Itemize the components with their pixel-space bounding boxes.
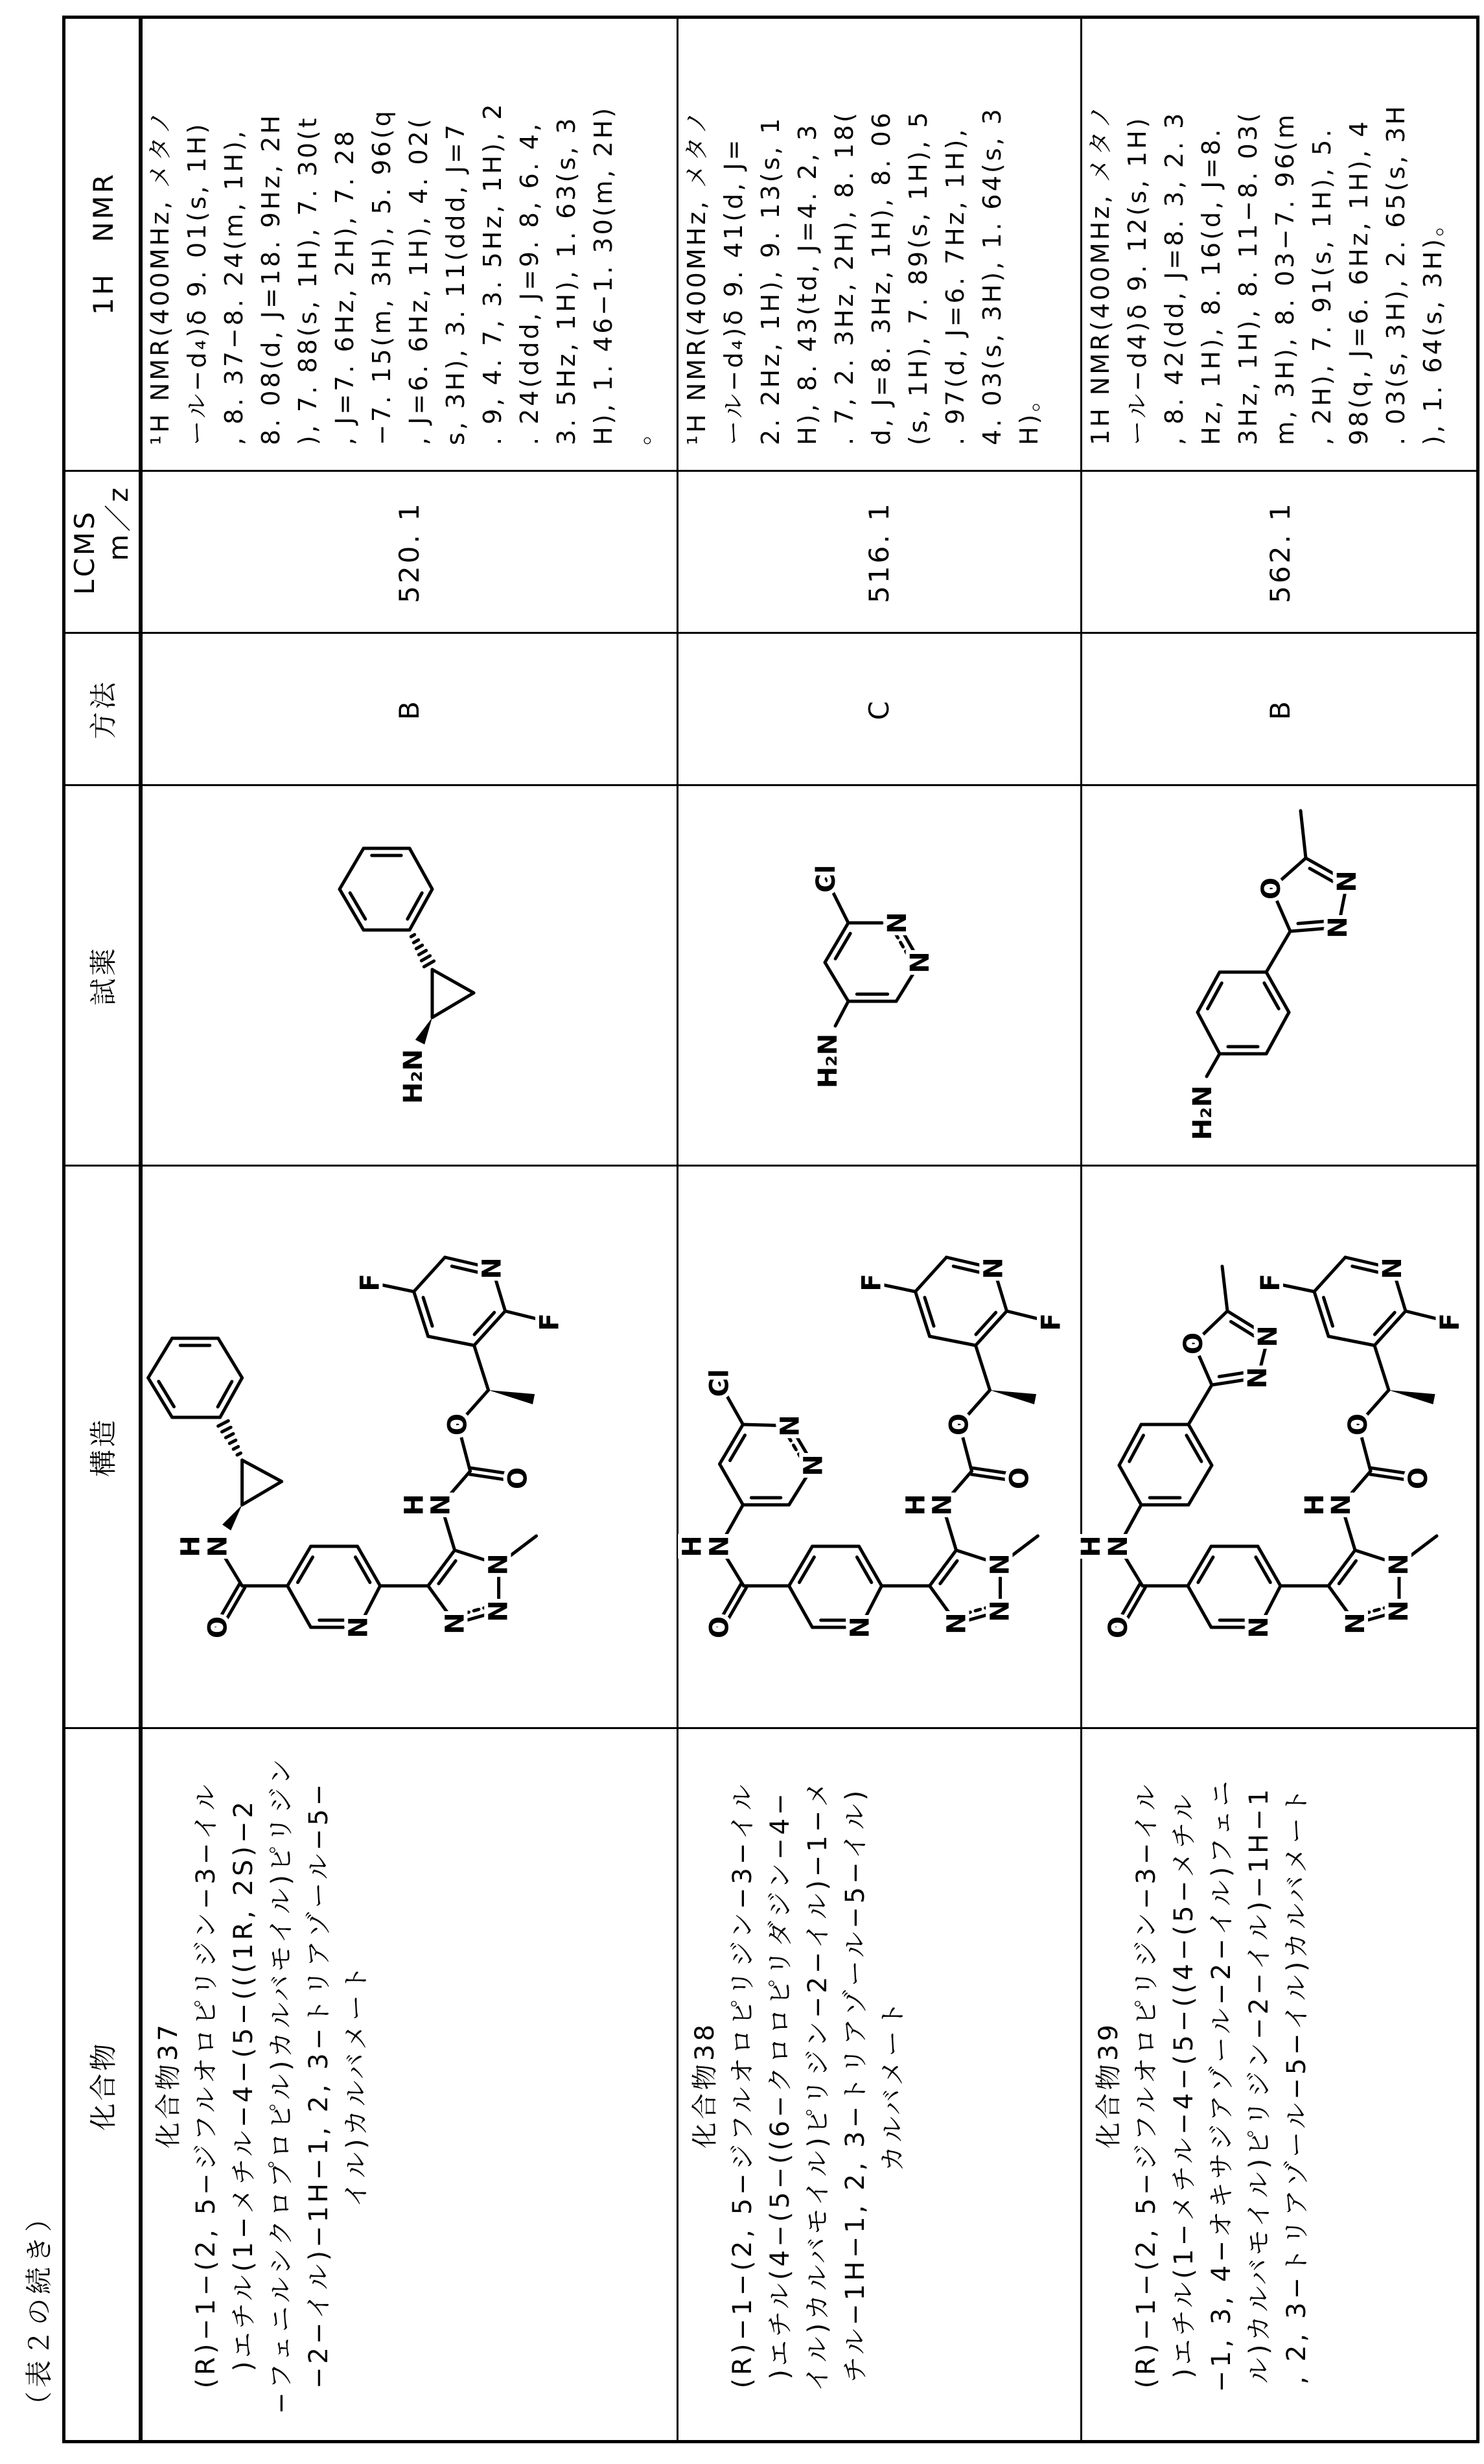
oxygen-label: O xyxy=(1343,1413,1373,1435)
compound-title: 化合物38 xyxy=(686,1732,724,2438)
nitrogen-label: N xyxy=(986,1600,1015,1621)
nmr-line: H), 1. 46−1. 30(m, 2H) xyxy=(585,17,622,445)
table-caption: （表２の続き） xyxy=(18,2201,57,2419)
compound-name-line: イル)カルバモイル)ピリジン−2−イル)−1−メ xyxy=(799,1732,837,2438)
nmr-line: . 9, 4. 7, 3. 5Hz, 1H), 2 xyxy=(474,17,511,445)
oxygen-label: O xyxy=(443,1413,473,1435)
header-compound: 化合物 xyxy=(62,1728,141,2443)
nitrogen-label: N xyxy=(905,951,935,973)
nmr-line: . 7, 2. 3Hz, 2H), 8. 18( xyxy=(826,17,863,445)
compound-name-cell xyxy=(150,1732,375,2438)
nitrogen-label: N xyxy=(1104,1535,1133,1557)
nmr-cell xyxy=(1082,17,1452,445)
oxygen-label: O xyxy=(945,1413,975,1435)
nmr-line: Hz, 1H), 8. 16(d, J=8. xyxy=(1193,17,1230,445)
hydrogen-label: H xyxy=(176,1535,206,1557)
header-nmr: 1H NMR xyxy=(62,16,141,471)
fluorine-label: F xyxy=(857,1273,887,1291)
amine-label: H₂N xyxy=(813,1034,843,1088)
nitrogen-label: N xyxy=(484,1553,514,1575)
compound-name-line: イル)カルバメート xyxy=(338,1732,375,2438)
header-reagent: 試薬 xyxy=(62,785,141,1166)
oxygen-label: O xyxy=(1179,1332,1209,1354)
nitrogen-label: N xyxy=(426,1494,456,1515)
header-lcms-label: LCMS xyxy=(68,509,102,595)
nmr-line: . 97(d, J=6. 7Hz, 1H), xyxy=(937,17,974,445)
nitrogen-label: N xyxy=(1323,916,1353,938)
fluorine-label: F xyxy=(1435,1313,1465,1331)
nmr-line: 98(q, J=6. 6Hz, 1H), 4 xyxy=(1341,17,1378,445)
method-value: C xyxy=(677,633,1081,785)
nmr-line: ), 7. 88(s, 1H), 7. 30(t xyxy=(290,17,327,445)
nitrogen-label: N xyxy=(1243,1367,1273,1388)
nmr-line: d, J=8. 3Hz, 1H), 8. 06 xyxy=(863,17,900,445)
header-method: 方法 xyxy=(62,633,141,785)
nitrogen-label: N xyxy=(1332,870,1362,892)
nitrogen-label: N xyxy=(799,1454,829,1476)
nmr-cell xyxy=(142,17,659,445)
lcms-value: 520. 1 xyxy=(141,471,677,633)
nitrogen-label: N xyxy=(883,912,912,933)
fluorine-label: F xyxy=(1256,1273,1286,1291)
nmr-line: 2. 2Hz, 1H), 9. 13(s, 1 xyxy=(752,17,789,445)
oxygen-label: O xyxy=(1257,878,1286,900)
compound-name-line: )エチル(1−メチル−4−(5−((4−(5−メチル xyxy=(1165,1732,1203,2438)
nmr-line: , J=6. 6Hz, 1H), 4. 02( xyxy=(400,17,437,445)
nmr-line: ール−d4)δ 9. 12(s, 1H) xyxy=(1119,17,1156,445)
nitrogen-label: N xyxy=(478,1257,507,1279)
nitrogen-label: N xyxy=(1244,1616,1274,1638)
nmr-line: 8. 08(d, J=18. 9Hz, 2H xyxy=(253,17,290,445)
method-value: B xyxy=(141,633,677,785)
nitrogen-label: N xyxy=(1384,1553,1414,1575)
header-lcms-unit: m／z xyxy=(102,485,135,561)
header-structure: 構造 xyxy=(62,1166,141,1728)
header-lcms xyxy=(62,471,141,633)
hydrogen-label: H xyxy=(1300,1494,1330,1515)
nmr-line: , 8. 42(dd, J=8. 3, 2. 3 xyxy=(1156,17,1193,445)
nitrogen-label: N xyxy=(776,1415,806,1436)
compound-name-line: , 2, 3−トリアゾール−5−イル)カルバメート xyxy=(1278,1732,1316,2438)
compound-name-line: チル−1H−1, 2, 3−トリアゾール−5−イル) xyxy=(837,1732,874,2438)
chlorine-label: Cl xyxy=(811,865,841,892)
compound-title: 化合物37 xyxy=(150,1732,187,2438)
nitrogen-label: N xyxy=(203,1535,233,1557)
nitrogen-label: N xyxy=(986,1553,1015,1575)
nitrogen-label: N xyxy=(484,1600,514,1621)
oxygen-label: O xyxy=(1404,1467,1433,1489)
nmr-line: ¹H NMR(400MHz, メタノ xyxy=(678,17,715,445)
column-divider xyxy=(62,1165,1479,1167)
nitrogen-label: N xyxy=(1378,1257,1408,1279)
lcms-value: 562. 1 xyxy=(1081,471,1479,633)
nmr-line: , 8. 37−8. 24(m, 1H), xyxy=(216,17,253,445)
compound-name-line: (R)−1−(2, 5−ジフルオロピリジン−3−イル xyxy=(1128,1732,1165,2438)
nmr-line: m, 3H), 8. 03−7. 96(m xyxy=(1267,17,1304,445)
compound-name-line: (R)−1−(2, 5−ジフルオロピリジン−3−イル xyxy=(724,1732,761,2438)
hydrogen-label: H xyxy=(400,1494,430,1515)
nmr-line: . 24(ddd, J=9. 8, 6. 4, xyxy=(511,17,548,445)
nitrogen-label: N xyxy=(1384,1600,1414,1621)
oxygen-label: O xyxy=(705,1616,735,1638)
nmr-line: , J=7. 6Hz, 2H), 7. 28 xyxy=(327,17,364,445)
oxygen-label: O xyxy=(1104,1616,1133,1638)
chlorine-label: Cl xyxy=(705,1369,735,1397)
compound-name-cell xyxy=(1090,1732,1316,2438)
compound-name-cell xyxy=(686,1732,912,2438)
compound-name-line: −2−イル)−1H−1, 2, 3−トリアゾール−5− xyxy=(300,1732,338,2438)
hydrogen-label: H xyxy=(901,1494,931,1515)
hydrogen-label: H xyxy=(1076,1535,1106,1557)
nmr-line: , 2H), 7. 91(s, 1H), 5. xyxy=(1304,17,1341,445)
nmr-line: ¹H NMR(400MHz, メタノ xyxy=(142,17,179,445)
nmr-line: (s, 1H), 7. 89(s, 1H), 5 xyxy=(900,17,937,445)
nitrogen-label: N xyxy=(1327,1494,1356,1515)
nitrogen-label: N xyxy=(846,1616,875,1638)
lcms-value: 516. 1 xyxy=(677,471,1081,633)
nitrogen-label: N xyxy=(344,1616,374,1638)
amine-label: H₂N xyxy=(1188,1086,1218,1140)
nmr-line: 3. 5Hz, 1H), 1. 63(s, 3 xyxy=(548,17,585,445)
compound-title: 化合物39 xyxy=(1090,1732,1128,2438)
compound-name-line: )エチル(1−メチル−4−(5−(((1R, 2S)−2 xyxy=(225,1732,262,2438)
hydrogen-label: H xyxy=(678,1535,708,1557)
amine-label: H₂N xyxy=(399,1049,428,1104)
compound-name-line: −フェニルシクロプロピル)カルバモイル)ピリジン xyxy=(262,1732,300,2438)
nmr-line: H), 8. 43(td, J=4. 2, 3 xyxy=(789,17,826,445)
nmr-line: s, 3H), 3. 11(ddd, J=7 xyxy=(437,17,474,445)
nitrogen-label: N xyxy=(979,1257,1009,1279)
nmr-cell xyxy=(678,17,1048,445)
nmr-line: 4. 03(s, 3H), 1. 64(s, 3 xyxy=(974,17,1011,445)
oxygen-label: O xyxy=(1005,1467,1035,1489)
method-value: B xyxy=(1081,633,1479,785)
nmr-line: . 03(s, 3H), 2. 65(s, 3H xyxy=(1378,17,1415,445)
oxygen-label: O xyxy=(504,1467,533,1489)
nitrogen-label: N xyxy=(1341,1612,1371,1634)
nmr-line: 。 xyxy=(622,17,659,445)
nitrogen-label: N xyxy=(928,1494,958,1515)
nmr-line: 1H NMR(400MHz, メタノ xyxy=(1082,17,1119,445)
compound-name-line: ル)カルバモイル)ピリジン−2−イル)−1H−1 xyxy=(1240,1732,1278,2438)
nmr-line: ール−d₄)δ 9. 41(d, J= xyxy=(715,17,752,445)
nitrogen-label: N xyxy=(441,1612,470,1634)
compound-name-line: −1, 3, 4−オキサジアゾール−2−イル)フェニ xyxy=(1203,1732,1240,2438)
nitrogen-label: N xyxy=(705,1535,735,1557)
fluorine-label: F xyxy=(1037,1313,1067,1331)
fluorine-label: F xyxy=(535,1313,565,1331)
column-divider xyxy=(62,1727,1479,1729)
nmr-line: ール−d₄)δ 9. 01(s, 1H) xyxy=(179,17,216,445)
nmr-line: H)。 xyxy=(1011,17,1048,445)
nitrogen-label: N xyxy=(1253,1325,1283,1347)
compound-name-line: カルバメート xyxy=(874,1732,912,2438)
compound-name-line: (R)−1−(2, 5−ジフルオロピリジン−3−イル xyxy=(187,1732,225,2438)
rotated-page xyxy=(0,0,1484,2464)
oxygen-label: O xyxy=(203,1616,233,1638)
fluorine-label: F xyxy=(356,1273,386,1291)
nmr-line: −7. 15(m, 3H), 5. 96(q xyxy=(364,17,400,445)
compound-name-line: )エチル(4−(5−((6−クロロピリダジン−4− xyxy=(761,1732,799,2438)
nmr-line: ), 1. 64(s, 3H)。 xyxy=(1415,17,1452,445)
nmr-line: 3Hz, 1H), 8. 11−8. 03( xyxy=(1230,17,1267,445)
nitrogen-label: N xyxy=(942,1612,972,1634)
